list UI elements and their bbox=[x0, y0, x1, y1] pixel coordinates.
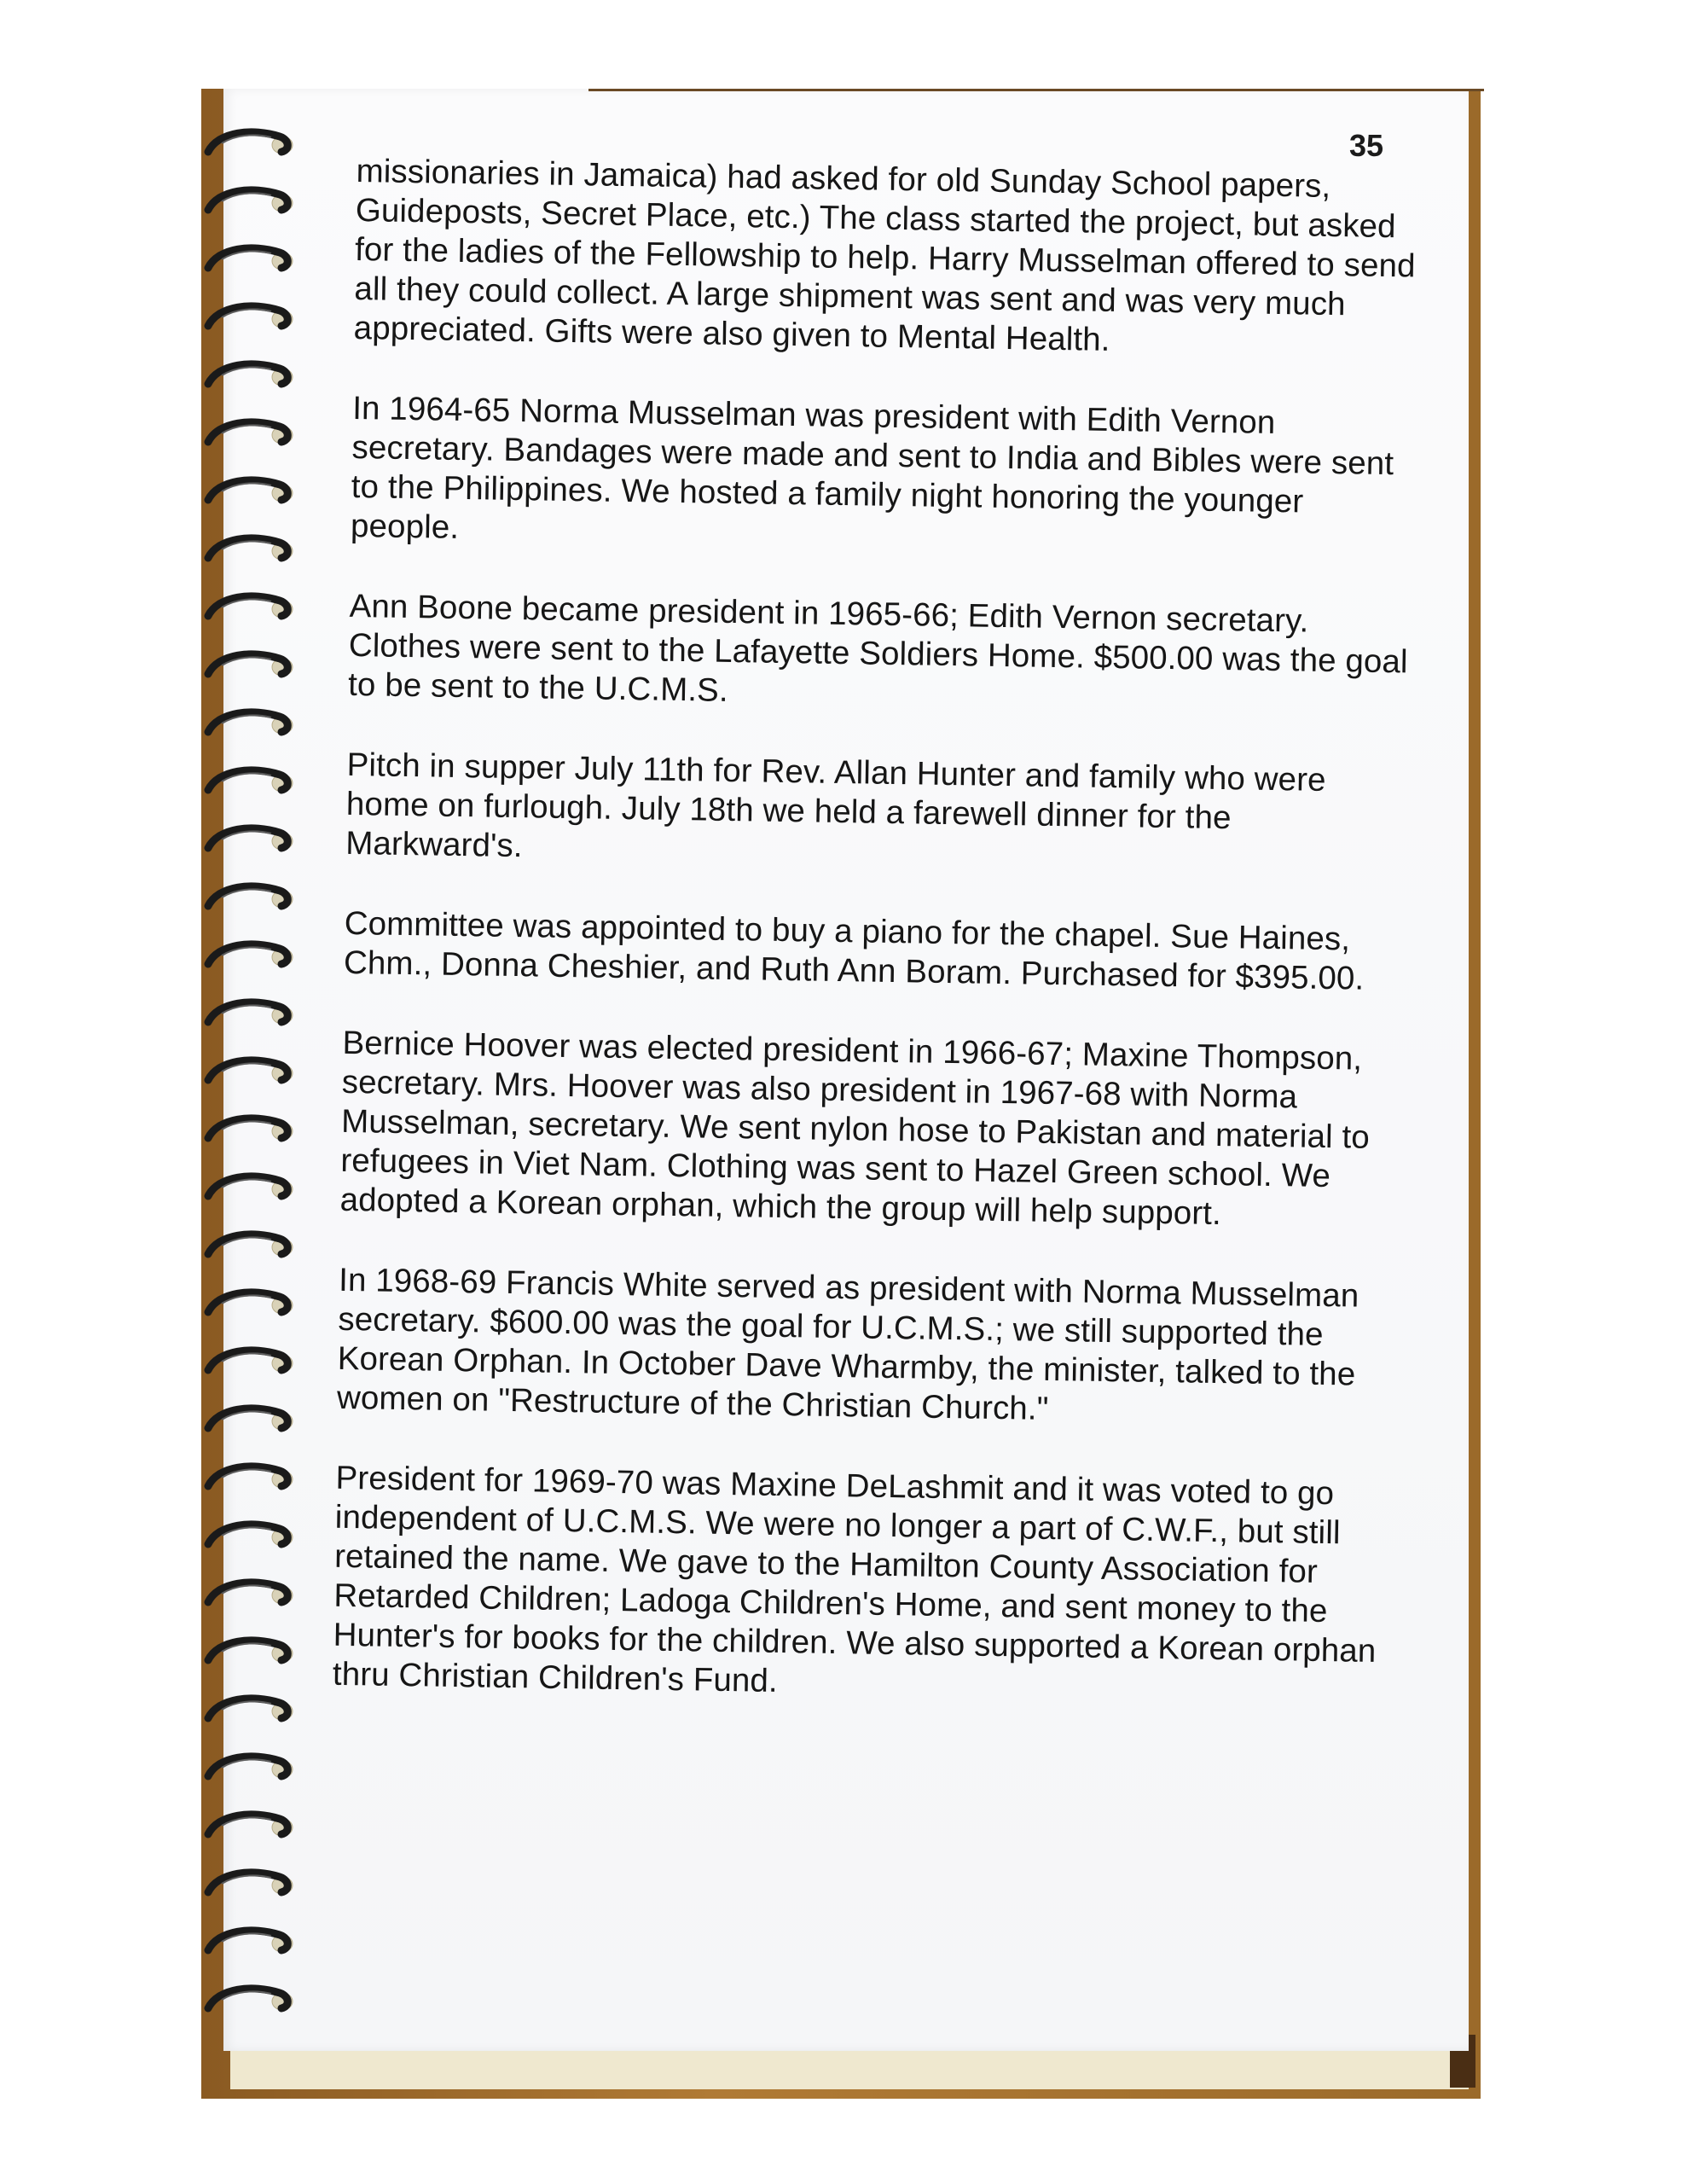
spiral-coil bbox=[201, 1345, 312, 1379]
paragraph-1: missionaries in Jamaica) had asked for old Sunday School papers, Guideposts, Secret Place, etc.) The class started the project, but asked for the ladies of the Fellowship to help. Harry Musselman offered to send all they could collect. A large shipment was sent and was very much appreciated. Gifts were also given to Mental Health. bbox=[353, 152, 1416, 358]
paragraph-3: Ann Boone became president in 1965-66; Edith Vernon secretary. Clothes were sent to the Lafayette Soldiers Home. $500.00 was the goal to be sent to the U.C.M.S. bbox=[347, 587, 1408, 709]
spiral-coil bbox=[201, 1287, 312, 1321]
spiral-binding bbox=[201, 126, 312, 2054]
paragraph-8: President for 1969-70 was Maxine DeLashmit and it was voted to go independent of U.C.M.S. We were no longer a part of C.W.F., but still retained the name. We gave to the Hamilton County Association for Retarded Children; Ladoga Children's Home, and sent money to the Hunter's for books for the children. We also supported a Korean orphan thru Christian Children's Fund. bbox=[332, 1459, 1377, 1699]
top-edge-rule bbox=[588, 89, 1484, 91]
spiral-coil bbox=[201, 1809, 312, 1843]
spiral-coil bbox=[201, 532, 312, 566]
spiral-coil bbox=[201, 358, 312, 392]
spiral-coil bbox=[201, 1170, 312, 1205]
spiral-coil bbox=[201, 1461, 312, 1495]
spiral-coil bbox=[201, 880, 312, 915]
spiral-coil bbox=[201, 1519, 312, 1553]
spiral-coil bbox=[201, 764, 312, 799]
spiral-coil bbox=[201, 590, 312, 624]
spiral-coil bbox=[201, 1867, 312, 1901]
spiral-coil bbox=[201, 242, 312, 276]
spiral-coil bbox=[201, 1751, 312, 1785]
spiral-coil bbox=[201, 474, 312, 508]
spiral-coil bbox=[201, 1693, 312, 1727]
spiral-coil bbox=[201, 416, 312, 450]
spiral-coil bbox=[201, 1983, 312, 2017]
paragraph-5: Committee was appointed to buy a piano for the chapel. Sue Haines, Chm., Donna Cheshier, and Ruth Ann Boram. Purchased for $395.00. bbox=[343, 904, 1365, 997]
spiral-coil bbox=[201, 706, 312, 741]
page-text bbox=[332, 152, 1423, 1751]
spiral-coil bbox=[201, 1054, 312, 1089]
paragraph-2: In 1964-65 Norma Musselman was president with Edith Vernon secretary. Bandages were made and sent to India and Bibles were sent to the Philippines. We hosted a family night honoring the younger people. bbox=[350, 389, 1394, 546]
spiral-coil bbox=[201, 300, 312, 334]
spiral-coil bbox=[201, 1925, 312, 1959]
spiral-coil bbox=[201, 1228, 312, 1263]
spiral-coil bbox=[201, 1403, 312, 1437]
page-number: 35 bbox=[1349, 128, 1384, 163]
spiral-coil bbox=[201, 1577, 312, 1611]
spiral-coil bbox=[201, 938, 312, 973]
spiral-coil bbox=[201, 822, 312, 857]
spiral-coil bbox=[201, 1112, 312, 1147]
spiral-coil bbox=[201, 1635, 312, 1669]
spiral-coil bbox=[201, 996, 312, 1031]
spiral-coil bbox=[201, 648, 312, 682]
spiral-coil bbox=[201, 126, 312, 160]
paragraph-6: Bernice Hoover was elected president in 1966-67; Maxine Thompson, secretary. Mrs. Hoover was also president in 1967-68 with Norma Musselman, secretary. We sent nylon hose to Pakistan and material to refugees in Viet Nam. Clothing was sent to Hazel Green school. We adopted a Korean orphan, which the group will help support. bbox=[339, 1024, 1371, 1233]
paragraph-7: In 1968-69 Francis White served as president with Norma Musselman secretary. $600.00 was the goal for U.C.M.S.; we still supported the Korean Orphan. In October Dave Wharmby, the minister, talked to the women on "Restructure of the Christian Church." bbox=[336, 1261, 1359, 1427]
paragraph-4: Pitch in supper July 11th for Rev. Allan Hunter and family who were home on furlough. July 18th we held a farewell dinner for the Markward's. bbox=[345, 746, 1326, 865]
spiral-coil bbox=[201, 184, 312, 218]
